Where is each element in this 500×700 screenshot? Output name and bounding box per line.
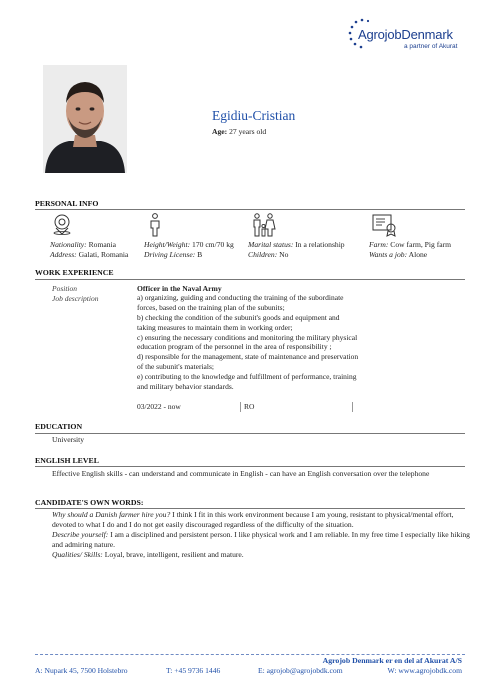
job-description-line: e) contributing to the knowledge and fulfillment of performance, training and military behavior standards.: [137, 372, 357, 392]
job-description-line: b) checking the condition of the subunit's goods and equipment and taking measures to maintain them in working order;: [137, 312, 340, 332]
question-describe: Describe yourself:: [52, 530, 109, 540]
question-qualities: Qualities/ Skills:: [52, 550, 103, 560]
candidate-photo: [43, 65, 127, 173]
family-icon: [252, 213, 276, 237]
own-words-text: [52, 510, 472, 560]
marital-value: In a relationship: [293, 240, 345, 249]
wants-label: Wants a job:: [369, 250, 408, 260]
section-divider: [35, 279, 465, 280]
farm-label: Farm:: [369, 240, 389, 249]
column-divider: [352, 402, 353, 412]
farm-value: Cow farm, Pig farm: [388, 240, 452, 249]
age-value: 27 years old: [227, 127, 267, 136]
height-value: 170 cm/70 kg: [190, 240, 234, 249]
info-marital-children: [248, 240, 345, 261]
answer-describe: I am a disciplined and persistent person. I like physical work and I am reliable. In my free time I especially like hiking and admiring nature.: [52, 530, 470, 550]
height-label: Height/Weight:: [144, 240, 191, 249]
footer-phone: T: +45 9736 1446: [166, 666, 221, 675]
position-value: Officer in the Naval Army: [137, 284, 222, 293]
candidate-name: Egidiu-Cristian: [212, 108, 296, 123]
job-description-line: c) ensuring the necessary conditions and monitoring the military physical education program of the personnel in the area of responsibility ;: [137, 332, 358, 352]
info-height-license: [144, 240, 234, 261]
english-level-title: ENGLISH LEVEL: [35, 456, 99, 465]
license-label: Driving License:: [144, 250, 196, 260]
age-label: Age:: [212, 127, 228, 136]
info-nationality-address: [50, 240, 128, 261]
candidate-age: [212, 127, 266, 137]
education-title: EDUCATION: [35, 422, 83, 431]
section-divider: [35, 433, 465, 434]
info-farm-wants: [369, 240, 451, 261]
children-label: Children:: [248, 250, 278, 260]
footer-email: E: agrojob@agrojobdk.com: [258, 666, 343, 675]
nationality-value: Romania: [86, 240, 117, 249]
position-label: Position: [52, 284, 78, 293]
section-divider: [35, 466, 465, 467]
nationality-label: Nationality:: [50, 240, 87, 249]
english-level-text: Effective English skills - can understand and communicate in English - can have an English conversation over the telephone: [52, 469, 430, 478]
wants-value: Alone: [407, 250, 428, 260]
section-divider: [35, 508, 465, 509]
certificate-icon: [372, 213, 398, 237]
work-experience-title: WORK EXPERIENCE: [35, 268, 114, 277]
license-value: B: [195, 250, 203, 260]
work-period: 03/2022 - now: [137, 402, 181, 411]
job-description-label: Job description: [52, 293, 99, 303]
logo-subtitle: a partner of Akurat: [404, 43, 458, 50]
footer-company: Agrojob Denmark er en del af Akurat A/S: [322, 656, 462, 665]
children-value: No: [277, 250, 289, 260]
work-labels: [52, 284, 98, 304]
person-icon: [148, 213, 162, 237]
column-divider: [240, 402, 241, 412]
address-value: Galati, Romania: [76, 250, 129, 260]
address-label: Address:: [50, 250, 77, 260]
job-description-line: d) responsible for the management, state of maintenance and preservation of the subunit's materials;: [137, 352, 359, 372]
logo-brand: AgrojobDenmark: [358, 27, 453, 42]
location-icon: [52, 213, 72, 235]
work-period-row: [137, 402, 353, 412]
agrojob-logo: [344, 14, 464, 54]
footer-divider: [35, 654, 465, 655]
personal-info-title: PERSONAL INFO: [35, 199, 99, 208]
work-country: RO: [244, 402, 255, 411]
footer-web: W: www.agrojobdk.com: [387, 666, 462, 675]
own-words-title: CANDIDATE'S OWN WORDS:: [35, 498, 144, 507]
answer-qualities: Loyal, brave, intelligent, resilient and mature.: [102, 550, 244, 560]
job-description-line: a) organizing, guiding and conducting the training of the subordinate forces, based on the training plan of the subunits;: [137, 293, 344, 312]
answer-hire: I think I fit in this work environment because I am young, resistant to physical/mental effort, devoted to what I do and I do not get easily discouraged regardless of the difficulty of the situation.: [52, 510, 454, 530]
section-divider: [35, 209, 465, 210]
marital-label: Marital status:: [248, 240, 294, 249]
footer-address: A: Nupark 45, 7500 Holstebro: [35, 666, 128, 675]
question-hire: Why should a Danish farmer hire you?: [52, 510, 171, 519]
education-level: University: [52, 435, 85, 444]
job-description: [137, 293, 359, 392]
